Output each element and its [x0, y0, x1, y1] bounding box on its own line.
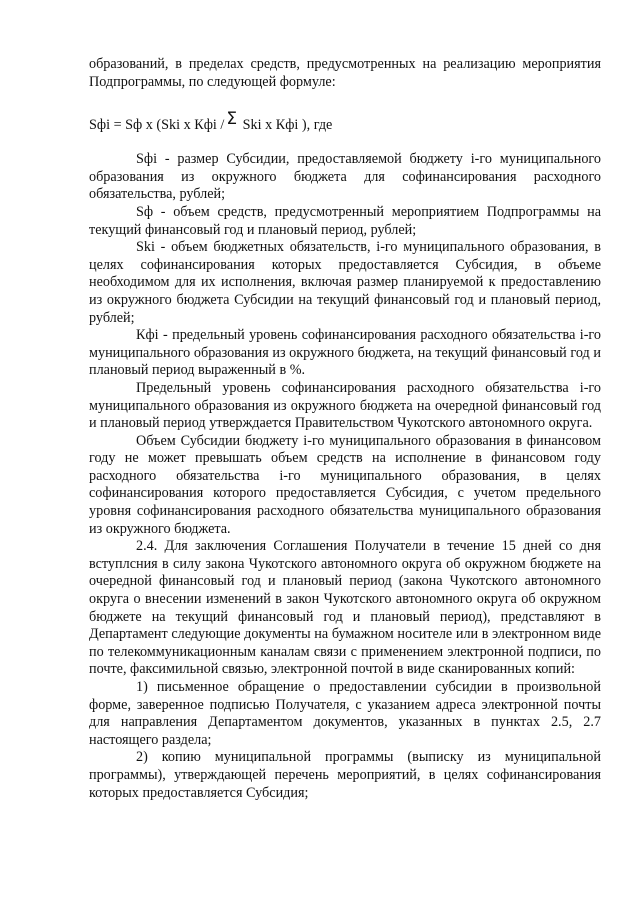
formula-left: Sфi = Sф х (Skі х Кфі / [89, 117, 225, 134]
list-item-1: 1) письменное обращение о предоставлении субсидии в произвольной форме, заверенное подписью Получателя, с указанием адреса электронной почты для направления Департаментом документов, указанных в пунктах 2.5, 2.7 настоящего раздела; [89, 679, 601, 748]
paragraph-section-2-4: 2.4. Для заключения Соглашения Получатели в течение 15 дней со дня вступлсния в силу закона Чукотского автономного округа об окружном бюджете на очередной финансовый год и плановый период (закона Чукотского автономного округа о внесении изменений в закон Чукотского автономного округа об окружном бюджете на текущий финансовый год и плановый период), представляют в Департамент следующие документы на бумажном носителе или в электронном виде по телекоммуникационным каналам связи с применением электронной подписи, по почте, факсимильной связью, электронной почтой в виде сканированных копий: [89, 538, 601, 678]
paragraph-kfi-definition: Кфі - предельный уровень софинансирования расходного обязательства і-го муниципального образования из окружного бюджета, на текущий финансовый год и плановый период выраженный в %. [89, 327, 601, 379]
paragraph-intro: образований, в пределах средств, предусмотренных на реализацию мероприятия Подпрограммы, по следующей формуле: [89, 56, 601, 90]
subsidy-formula [89, 109, 601, 136]
paragraph-ski-definition: Skі - объем бюджетных обязательств, і-го муниципального образования, в целях софинансирования которых предоставляется Субсидия, в объеме необходимом для их исполнения, включая размер планируемой к предоставлению из окружного бюджета Субсидии на текущий финансовый год и плановый период, рублей; [89, 239, 601, 326]
sigma-symbol: Σ [226, 109, 238, 130]
document-page [89, 56, 601, 802]
list-item-2: 2) копию муниципальной программы (выписку из муниципальной программы), утверждающей перечень мероприятий, в целях софинансирования которых предоставляется Субсидия; [89, 749, 601, 801]
paragraph-subsidy-volume: Объем Субсидии бюджету і-го муниципального образования в финансовом году не может превышать объем средств на исполнение в финансовом году расходного обязательства і-го муниципального образования, в целях софинансирования которого предоставляется Субсидия, с учетом предельного уровня софинансирования расходного обязательства муниципального образования из окружного бюджета. [89, 432, 601, 537]
paragraph-sf-definition: Sф - объем средств, предусмотренный мероприятием Подпрограммы на текущий финансовый год и плановый период, рублей; [89, 203, 601, 238]
paragraph-sfi-definition: Sфi - размер Субсидии, предоставляемой бюджету i-го муниципального образования из окружного бюджета для софинансирования расходного обязательства, рублей; [89, 151, 601, 203]
paragraph-cofinancing-limit: Предельный уровень софинансирования расходного обязательства і-го муниципального образования из окружного бюджета на очередной финансовый год и плановый период утверждается Правительством Чукотского автономного округа. [89, 379, 601, 432]
formula-right: Skі х Кфі ), где [242, 117, 333, 134]
